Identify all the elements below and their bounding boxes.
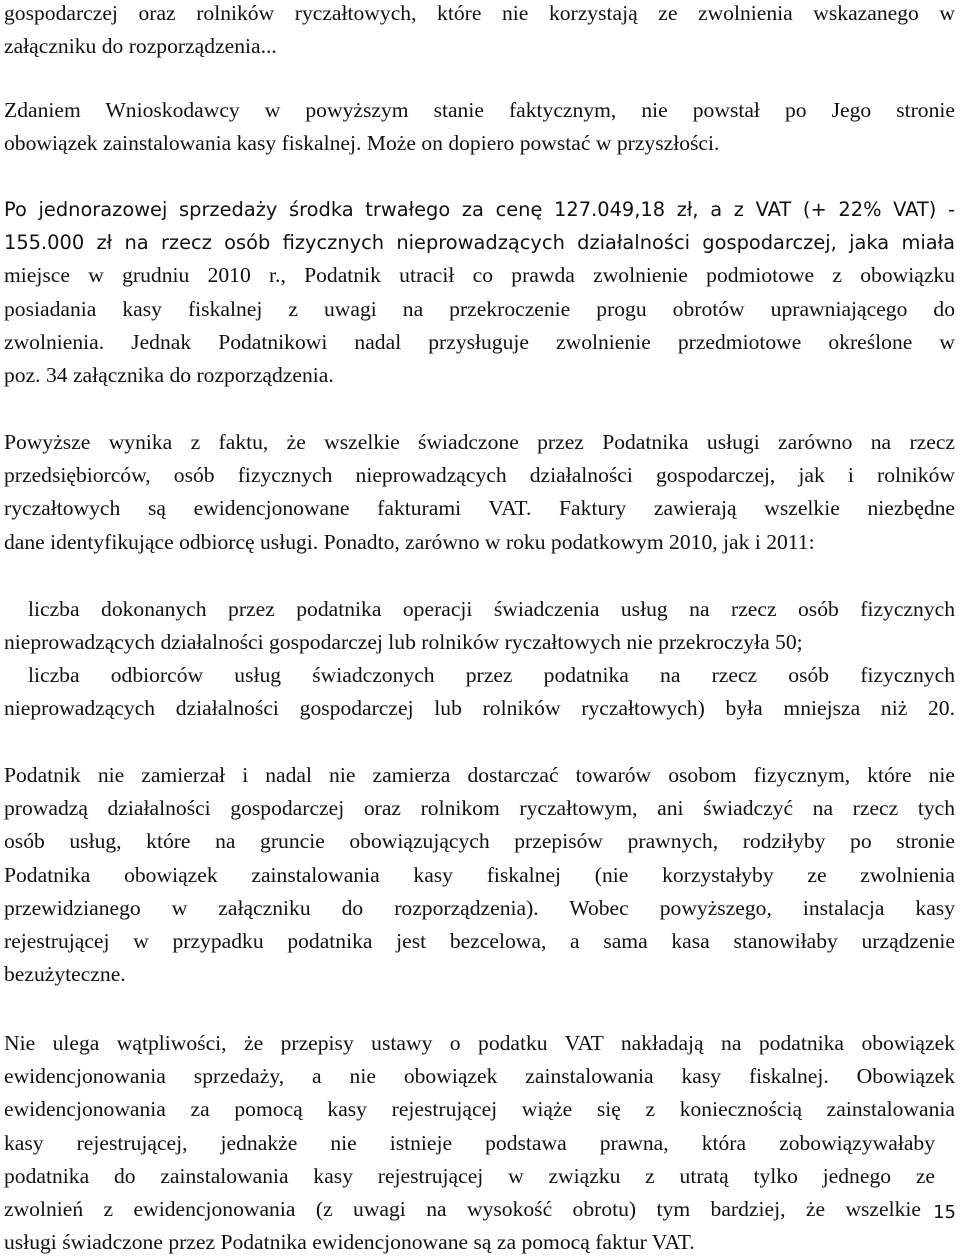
text-line: poz. 34 załącznika do rozporządzenia. [4, 362, 334, 387]
text-line: liczba odbiorców usług świadczonych przez podatnika na rzecz osób fizycznych [28, 663, 955, 687]
text-line: kasy rejestrującej, jednakże nie istnieje podstawa prawna, która zobowiązywałaby [4, 1130, 935, 1155]
text-line: Zdaniem Wnioskodawcy w powyższym stanie faktycznym, nie powstał po Jego stronie [4, 98, 955, 122]
text-line: Podatnik nie zamierzał i nadal nie zamierza dostarczać towarów osobom fizycznym, które nie [4, 763, 955, 787]
text-line: prowadzą działalności gospodarczej oraz rolnikom ryczałtowym, ani świadczyć na rzecz tych [4, 796, 955, 821]
text-line: 155.000 zł na rzecz osób fizycznych nieprowadzących działalności gospodarczej, jaka miała [4, 231, 955, 255]
paragraph-reasons [4, 426, 955, 559]
text-line: gospodarczej oraz rolników ryczałtowych, które nie korzystają ze zwolnienia wskazanego w [4, 1, 955, 25]
text-line: zwolnień z ewidencjonowania (z uwagi na wysokość obrotu) tym bardziej, że wszelkie [4, 1196, 921, 1221]
text-line: podatnika do zainstalowania kasy rejestrującej w związku z utratą tylko jednego ze [4, 1163, 935, 1188]
text-line: rejestrującej w przypadku podatnika jest bezcelowa, a sama kasa stanowiłaby urządzenie [4, 928, 955, 953]
text-line: Nie ulega wątpliwości, że przepisy ustawy o podatku VAT nakładają na podatnika obowiązek [4, 1031, 955, 1055]
list-item [4, 593, 955, 659]
paragraph-opinion [4, 94, 955, 160]
text-line: bezużyteczne. [4, 962, 126, 987]
text-line: obowiązek zainstalowania kasy fiskalnej. Może on dopiero powstać w przyszłości. [4, 131, 720, 156]
text-line: liczba dokonanych przez podatnika operacji świadczenia usług na rzecz osób fizycznych [28, 597, 955, 621]
text-line: przewidzianego w załączniku do rozporządzenia). Wobec powyższego, instalacja kasy [4, 895, 955, 920]
text-line: załączniku do rozporządzenia... [4, 34, 277, 59]
text-line: nieprowadzących działalności gospodarczej lub rolników ryczałtowych) była mniejsza niż 20. [4, 696, 955, 721]
text-line: ewidencjonowania sprzedaży, a nie obowiązek zainstalowania kasy fiskalnej. Obowiązek [4, 1064, 955, 1089]
paragraph-continuation [4, 0, 955, 63]
text-line: zwolnienia. Jednak Podatnikowi nadal przysługuje zwolnienie przedmiotowe określone w [4, 329, 955, 354]
text-line: dane identyfikujące odbiorcę usługi. Ponadto, zarówno w roku podatkowym 2010, jak i 2011: [4, 529, 815, 554]
text-line: ryczałtowych są ewidencjonowane fakturami VAT. Faktury zawierają wszelkie niezbędne [4, 496, 955, 521]
text-line: Po jednorazowej sprzedaży środka trwałego za cenę 127.049,18 zł, a z VAT (+ 22% VAT) - [4, 198, 955, 221]
text-line: posiadania kasy fiskalnej z uwagi na przekroczenie progu obrotów uprawniającego do [4, 296, 955, 321]
paragraph-conclusion [4, 1027, 955, 1259]
paragraph-sale [4, 193, 955, 392]
text-line: osób usług, które na gruncie obowiązujących przepisów prawnych, rodziłyby po stronie [4, 829, 955, 854]
text-line: usługi świadczone przez Podatnika ewidencjonowane są za pomocą faktur VAT. [4, 1230, 695, 1255]
text-line: miejsce w grudniu 2010 r., Podatnik utracił co prawda zwolnienie podmiotowe z obowiązku [4, 263, 955, 288]
list-item [4, 659, 955, 725]
text-line: ewidencjonowania za pomocą kasy rejestrującej wiąże się z koniecznością zainstalowania [4, 1097, 955, 1122]
page-number: 15 [933, 1202, 956, 1223]
text-line: przedsiębiorców, osób fizycznych nieprowadzących działalności gospodarczej, jak i rolników [4, 463, 955, 488]
text-line: nieprowadzących działalności gospodarczej lub rolników ryczałtowych nie przekroczyła 50; [4, 630, 803, 655]
text-line: Powyższe wynika z faktu, że wszelkie świadczone przez Podatnika usługi zarówno na rzecz [4, 430, 955, 454]
paragraph-intent [4, 759, 955, 991]
text-line: Podatnika obowiązek zainstalowania kasy fiskalnej (nie korzystałyby ze zwolnienia [4, 862, 955, 887]
